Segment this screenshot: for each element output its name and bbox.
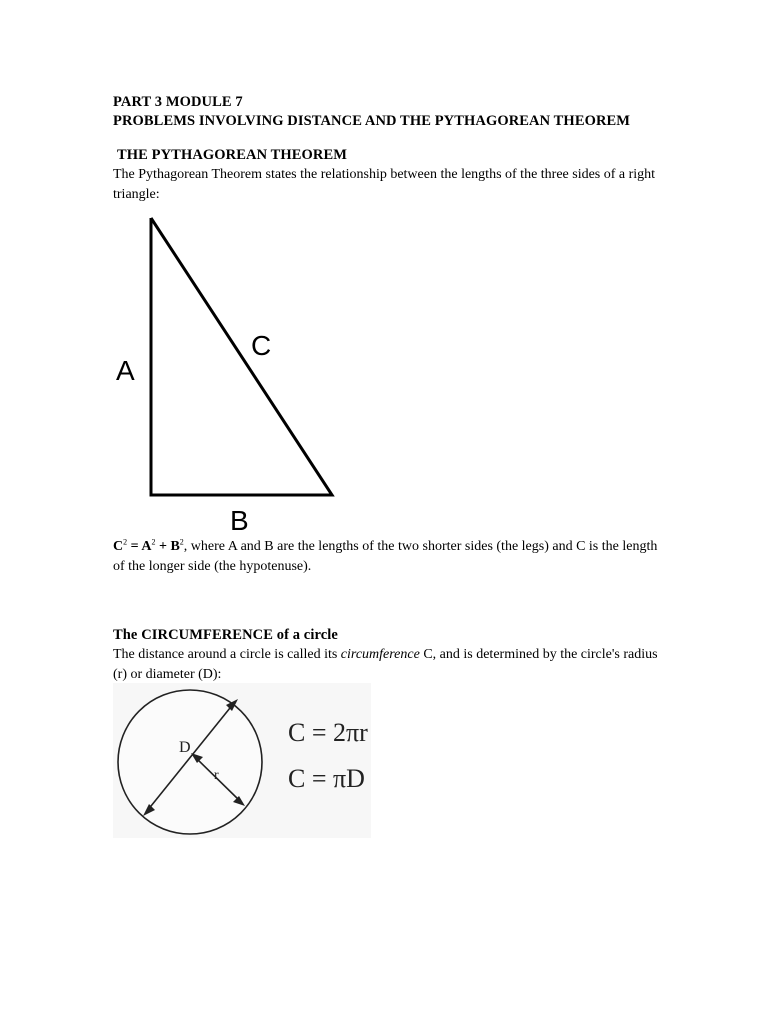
- radius-label: r: [214, 768, 219, 783]
- circumference-term: circumference: [340, 647, 420, 662]
- circumference-formula-diameter: C = πD: [288, 764, 365, 793]
- formula-a: A: [141, 539, 152, 554]
- circumference-intro-end: C, and is determined by the circle's radius (r) or diameter (D):: [113, 647, 658, 682]
- pythagorean-intro: The Pythagorean Theorem states the relationship between the lengths of the three sides of a right triangle:: [113, 167, 656, 202]
- module-label: PART 3 MODULE 7: [113, 94, 243, 110]
- pythagorean-formula-paragraph: [113, 537, 658, 577]
- formula-equals: =: [127, 539, 142, 554]
- circle-shape: [118, 690, 262, 834]
- formula-explanation: , where A and B are the lengths of the two shorter sides (the legs) and C is the length of the longer side (the hypotenuse).: [113, 539, 658, 574]
- formula-c: C: [113, 539, 124, 554]
- pythagorean-heading: THE PYTHAGOREAN THEOREM: [117, 147, 348, 163]
- circumference-intro: [113, 645, 658, 685]
- circle-diagram: [113, 683, 373, 838]
- formula-a-exponent: 2: [151, 537, 156, 547]
- formula-b-exponent: 2: [179, 537, 184, 547]
- formula-b: B: [170, 539, 180, 554]
- side-label-a: A: [116, 355, 135, 386]
- diameter-label: D: [179, 739, 191, 756]
- circumference-intro-start: The distance around a circle is called its: [113, 647, 341, 662]
- side-label-c: C: [251, 330, 272, 361]
- circumference-heading: The CIRCUMFERENCE of a circle: [113, 627, 338, 643]
- circumference-formula-radius: C = 2πr: [288, 718, 368, 747]
- document-title: PROBLEMS INVOLVING DISTANCE AND THE PYTHAGOREAN THEOREM: [113, 113, 631, 129]
- formula-plus: +: [155, 539, 171, 554]
- side-label-b: B: [230, 505, 249, 536]
- triangle-shape: [151, 218, 332, 495]
- formula-c-exponent: 2: [123, 537, 128, 547]
